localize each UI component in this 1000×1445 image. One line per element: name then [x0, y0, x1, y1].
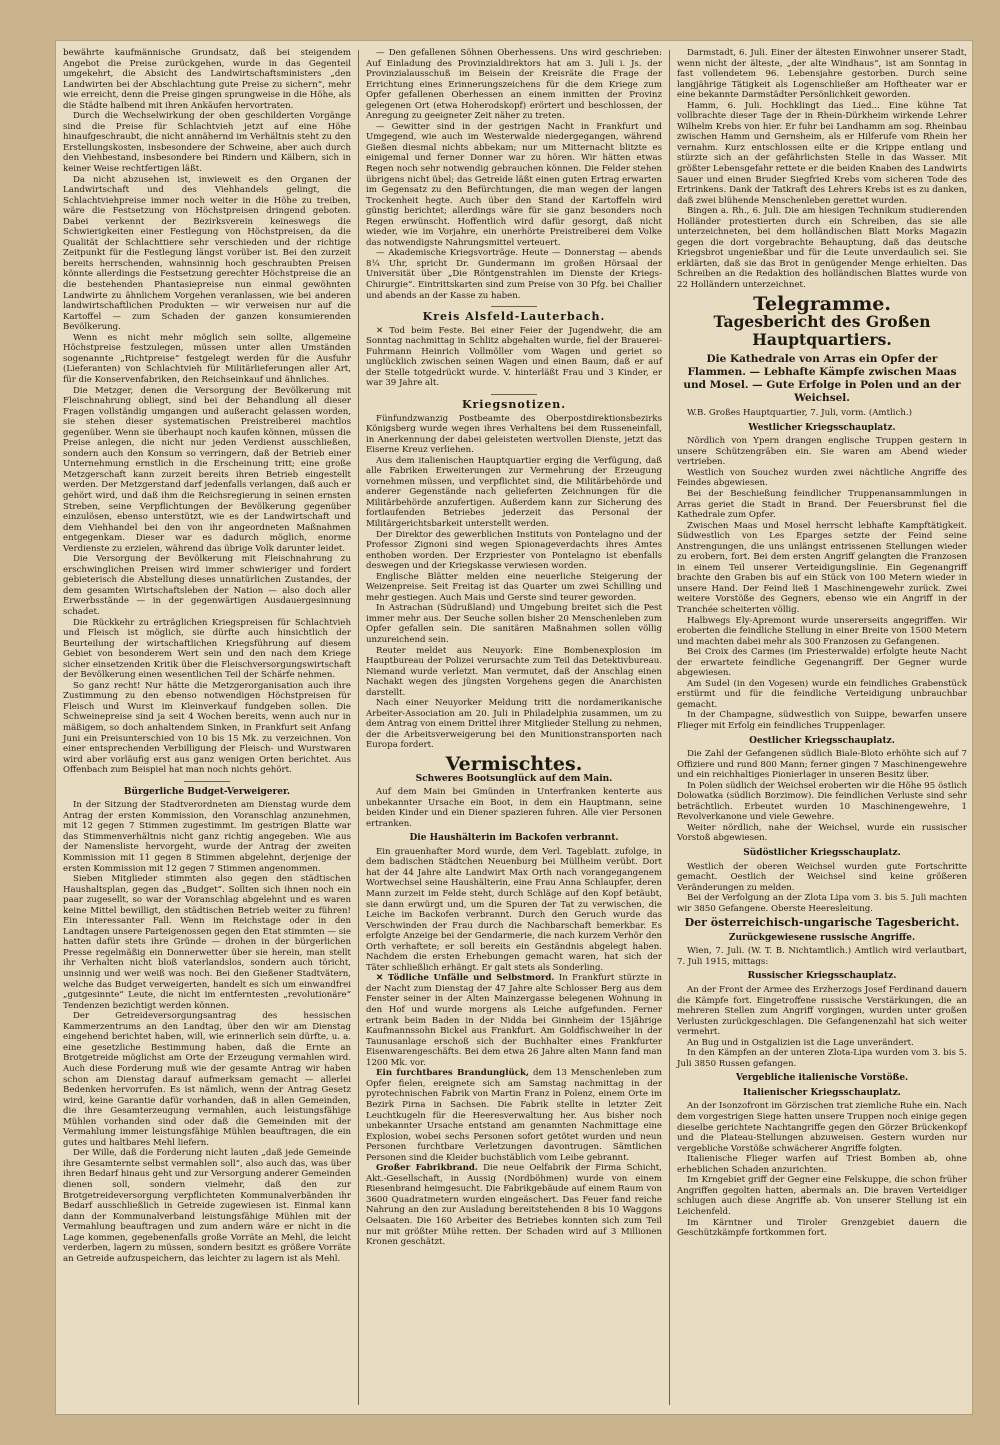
- column-rule: [358, 50, 359, 1405]
- article-paragraph: Bei Croix des Carmes (im Priesterwalde) erfolgte heute Nacht der erwartete feindliche Gegenangriff. Der Gegner wurde abgewiesen.: [677, 647, 967, 679]
- column-rule: [669, 50, 670, 1405]
- article-paragraph: Nördlich von Ypern drangen englische Truppen gestern in unsere Schützengräben ein. Sie waren am Abend wieder vertrieben.: [677, 436, 967, 468]
- article-paragraph: Westlich der oberen Weichsel wurden gute Fortschritte gemacht. Oestlich der Weichsel sind keine größeren Veränderungen zu melden.: [677, 861, 967, 893]
- item-text: Die neue Oelfabrik der Firma Schicht, Akt.-Gesellschaft, in Aussig (Nordböhmen) wurde von einem Riesenbrand heimgesucht. Die Fabrikgebäude auf einem Raum von 3600 Quadratmetern wurden eingeäschert. Das Feuer fand reiche Nahrung an den zur Ausladung bereitstehenden 8 bis 10 Waggons Oelsaaten. Die 160 Arbeiter des Betriebes konnten sich zum Teil nur mit größter Mühe retten. Der Schaden wird auf 3 Millionen Kronen geschätzt.: [366, 1163, 662, 1248]
- article-paragraph: Die Metzger, denen die Versorgung der Bevölkerung mit Fleischnahrung obliegt, sind bei der Behandlung all dieser Fragen vollständig umgangen und außeracht gelassen worden, sie stehen dieser systematischen Preistreiberei machtlos gegenüber. Wenn sie überhaupt noch kaufen können, müssen die Preise anlegen, die nicht nur jeden Verdienst ausschließen, sondern auch den Konsum so verringern, daß der Betrieb einer Unternehmung ernstlich in die Erscheinung tritt; eine große Metzgerschaft kann zurzeit bereits ihren Betrieb eingestellt werden. Der Metzgerstand darf jedenfalls verlangen, daß auch er gehört wird, und daß ihm die Reichsregierung in seinen ernsten Streben, seine Verpflichtungen der Bevölkerung gegenüber einzulösen, ebenso unterstützt, wie es der Landwirtschaft und dem Viehhandel bei den von ihr angeordneten Maßnahmen entgegenkam. Dieser war es dadurch möglich, enorme Verdienste zu erzielen, während das übrige Volk darunter leidet.: [63, 385, 351, 554]
- article-paragraph: Aus dem italienischen Hauptquartier erging die Verfügung, daß alle Fabriken Erweiterungen zur Vermehrung der Erzeugung vornehmen müssen, und verpflichtet sind, die Militärbehörde und anderer Gegenstände nach gelieferten Zeichnungen für die Militärbehörde anzufertigen. Außerdem kann zur Sicherung des fortlaufenden Betriebes jederzeit das Personal der Militärgerichtsbarkeit unterstellt werden.: [366, 455, 662, 529]
- subheadline: Die Kathedrale von Arras ein Opfer der Flammen. — Lebhafte Kämpfe zwischen Maas und Mosel. — Gute Erfolge in Polen und an der Weichsel.: [683, 353, 961, 405]
- article-paragraph: Halbwegs Ely-Apremont wurde unsererseits angegriffen. Wir eroberten die feindliche Stellung in einer Breite von 1500 Metern und machten dabei mehr als 300 Franzosen zu Gefangenen.: [677, 615, 967, 647]
- article-paragraph: Durch die Wechselwirkung der oben geschilderten Vorgänge sind die Preise für Schlachtvieh jetzt auf eine Höhe hinaufgeschraubt, die nicht annähernd im Verhältnis steht zu den Erstellungskosten, insbesondere der Schweine, aber auch durch den Viehbestand, insbesondere bei Rindern und Kälbern, sich in keiner Weise rechtfertigen läßt.: [63, 111, 351, 175]
- article-paragraph: An der Front der Armee des Erzherzogs Josef Ferdinand dauern die Kämpfe fort. Eingetroffene russische Verstärkungen, die an mehreren Stellen zum Angriff vorgingen, wurden unter großen Verlusten zurückgeschlagen. Die Gefangenenzahl hat sich weiter vermehrt.: [677, 985, 967, 1038]
- article-paragraph: An der Isonzofront im Görzischen trat ziemliche Ruhe ein. Nach dem vorgestrigen Siege hatten unsere Truppen noch einige gegen dieselbe gerichtete Nachtangriffe gegen den Görzer Brückenkopf und die Plateau-Stellungen abzuweisen. Gestern wurden nur vergebliche Vorstöße schwächerer Angriffe folgten.: [677, 1101, 967, 1154]
- article-paragraph: [366, 1163, 662, 1247]
- subsection-title: Südöstlicher Kriegsschauplatz.: [743, 848, 901, 858]
- dateline: Wien, 7. Juli. (W. T. B. Nichtamtlich.) Amtlich wird verlautbart, 7. Juli 1915, mittags:: [677, 946, 967, 967]
- subsection-title: Oestlicher Kriegsschauplatz.: [749, 735, 895, 746]
- article-paragraph: Der Wille, daß die Forderung nicht lauten „daß jede Gemeinde ihre Gesamternte selbst vermahlen soll“, also auch das, was über ihren Bedarf hinaus geht und zur Versorgung anderer Gemeinden dienen soll, sondern vielmehr, daß den zur Brotgetreideversorgung verpflichteten Kommunalverbänden ihr Bedarf ausschließlich in Getreide zugewiesen ist. Einmal kann dann der Kommunalverband leistungsfähige Mühlen mit der Vermahlung beauftragen und zum andern wäre er nicht in die Lage kommen, gegebenenfalls große Vorräte an Mehl, die leicht verderben, lagern zu müssen, sondern besitzt es größere Vorräte an Getreide aufzuspeichern, das leichter zu lagern ist als Mehl.: [63, 1148, 351, 1264]
- article-paragraph: Die Versorgung der Bevölkerung mit Fleischnahrung zu erschwinglichen Preisen wird immer schwieriger und fordert gebieterisch die Abstellung dieses unnatürlichen Zustandes, der dem gesamten Wirtschaftsleben der Nation — also doch aller Erwerbsstände — in der gegenwärtigen Ausdauergesinnung schadet.: [63, 554, 351, 617]
- item-text: dem 13 Menschenleben zum Opfer fielen, ereignete sich am Samstag nachmittag in der pyrotechnischen Fabrik von Martin Franz in Polenz, einem Orte im Bezirk Pirna in Sachsen. Die Fabrik stellte in letzter Zeit Leuchtkugeln für die Heeresverwaltung her. Aus bisher noch unbekannter Ursache entstand am genannten Nachmittage eine Explosion, wobei sechs Personen sofort getötet wurden und neun Personen furchtbare Verletzungen davontrugen. Sämtlichen Personen sind die Kleider buchstäblich vom Leibe gebrannt.: [366, 1068, 662, 1163]
- subsection-title: Italienischer Kriegsschauplatz.: [743, 1087, 901, 1098]
- column-3: [677, 48, 967, 1239]
- headline: Tagesbericht des Großen Hauptquartiers.: [713, 312, 931, 350]
- article-paragraph: ✕ Tod beim Feste. Bei einer Feier der Jugendwehr, die am Sonntag nachmittag in Schlitz abgehalten wurde, fiel der Brauerei-Fuhrmann Heinrich Vollmöller vom Wagen und geriet so unglücklich zwischen seinen Wagen und einen Baum, daß er auf der Stelle totgedrückt wurde. V. hinterläßt Frau und 3 Kinder, er war 39 Jahre alt.: [366, 325, 662, 389]
- article-paragraph: In der Sitzung der Stadtverordneten am Dienstag wurde dem Antrag der ersten Kommission, den Voranschlag anzunehmen, mit 12 gegen 7 Stimmen zugestimmt. Im gestrigen Blatte war das Stimmenverhältnis nicht ganz richtig angegeben. Wie aus der Namensliste hervorgeht, wurde der Antrag der zweiten Kommission mit 11 gegen 8 Stimmen abgelehnt, derjenige der ersten Kommission mit 12 gegen 7 Stimmen angenommen.: [63, 800, 351, 874]
- article-paragraph: Reuter meldet aus Neuyork: Eine Bombenexplosion im Hauptbureau der Polizei verursachte zum Teil das Detektivbureau. Niemand wurde verletzt. Man vermutet, daß der Anschlag einen Nachakt wegen des jüngsten Vorgehens gegen die Anarchisten darstellt.: [366, 645, 662, 698]
- article-paragraph: Im Kärntner und Tiroler Grenzgebiet dauern die Geschützkämpfe fortkommen fort.: [677, 1217, 967, 1239]
- article-paragraph: In Polen südlich der Weichsel eroberten wir die Höhe 95 östlich Dolowatka (südlich Borzimow). Die feindlichen Verluste sind sehr beträchtlich. Erbeutet wurden 10 Maschinengewehre, 1 Revolverkanone und viele Gewehre.: [677, 780, 967, 823]
- item-title: Großer Fabrikbrand.: [376, 1163, 478, 1174]
- article-paragraph: Bei der Beschießung feindlicher Truppenansammlungen in Arras geriet die Stadt in Brand. Der Feuersbrunst fiel die Kathedrale zum Opfer.: [677, 488, 967, 521]
- article-paragraph: Westlich von Souchez wurden zwei nächtliche Angriffe des Feindes abgewiesen.: [677, 467, 967, 489]
- subsection-title: Zurückgewiesene russische Angriffe.: [728, 932, 916, 943]
- article-paragraph: [366, 973, 662, 1068]
- article-paragraph: Ein grauenhafter Mord wurde, dem Verl. Tageblatt. zufolge, in dem badischen Städtchen Neuenburg bei Müllheim verübt. Dort hat der 44 Jahre alte Landwirt Max Orth nach vorangegangenem Wortwechsel seine Haushälterin, eine Frau Anna Schlaupfer, deren Mann zurzeit im Felde steht, durch Schläge auf den Kopf betäubt, sie dann erwürgt und, um die Spuren der Tat zu verwischen, die Leiche im Backofen verbrannt. Durch den Geruch wurde das Verschwinden der Frau durch die Nachbarschaft bemerkbar. Es erfolgte Anzeige bei der Gendarmerie, die nach kurzem Verhör den Orth verhaftete; er soll bereits ein Geständnis abgelegt haben. Nachdem die ersten Erhebungen gemacht waren, hat sich der Täter schließlich erhängt. Er galt stets als Sonderling.: [366, 846, 662, 973]
- article-paragraph: [366, 1068, 662, 1163]
- article-paragraph: Da nicht abzusehen ist, inwieweit es den Organen der Landwirtschaft und des Viehhandels gelingt, die Schlachtviehpreise immer noch weiter in die Höhe zu treiben, wäre die Festsetzung von Höchstpreisen dringend geboten. Dabei verkennt der Bezirksverein keineswegs die Schwierigkeiten einer Festlegung von Höchstpreisen, da die Qualität der Schlachttiere sehr verschieden und der richtige Zeitpunkt für die Festlegung längst vorüber ist. Bei den zurzeit bereits herrschenden, wahnsinnig hoch geschraubten Preisen könnte allerdings die Festsetzung gerechter Höchstpreise die an die bestehenden Phantasiepreise nun einmal gewöhnten Landwirte zu ähnlichem Vorgehen veranlassen, wie bei anderen landwirtschaftlichen Produkten — wir verweisen nur auf die Kartoffel — zum Schaden der ganzen konsumierenden Bevölkerung.: [63, 174, 351, 333]
- item-text: In Frankfurt stürzte in der Nacht zum Dienstag der 47 Jahre alte Schlosser Berg aus dem Fenster seiner in der Alten Mainzergasse belegenen Wohnung in den Hof und wurde morgens als Leiche aufgefunden. Ferner ertrank beim Baden in der Nidda bei Ginnheim der 15jährige Kaufmannssohn Bickel aus Frankfurt. Am Goldfischweiher in der Taunusanlage erschoß sich der Buchhalter eines Frankfurter Eisenwarengeschäfts. Bei dem etwa 26 Jahre alten Mann fand man 1200 Mk. vor.: [366, 973, 662, 1068]
- divider: [491, 394, 537, 395]
- article-paragraph: Auf dem Main bei Gmünden in Unterfranken kenterte aus unbekannter Ursache ein Boot, in dem ein Hauptmann, seine beiden Kinder und ein Diener spazieren fuhren. Alle vier Personen ertranken.: [366, 787, 662, 829]
- subsection-title: Westlicher Kriegsschauplatz.: [748, 422, 896, 433]
- article-paragraph: In der Champagne, südwestlich von Suippe, bewarfen unsere Flieger mit Erfolg ein feindliches Truppenlager.: [677, 710, 967, 731]
- article-paragraph: So ganz recht! Nur hätte die Metzgerorganisation auch ihre Zustimmung zu den ebenso notwendigen Höchstpreisen für Fleisch und Wurst im Kleinverkauf fundgeben sollen. Die Schweinepreise sind ja seit 4 Wochen bereits, wenn auch nur in mäßigem, so doch anhaltendem Sinken, in Frankfurt seit Anfang Juni ein Preisunterschied von 10 bis 15 Mk. zu verzeichnen. Von einer entsprechenden Verbilligung der Fleisch- und Wurstwaren wird aber vorläufig erst aus ganz wenigen Orten berichtet. Aus Offenbach zum Beispiel hat man noch nichts gehört.: [63, 680, 351, 776]
- section-title: Kriegsnotizen.: [461, 397, 567, 411]
- article-paragraph: In Astrachan (Südrußland) und Umgebung breitet sich die Pest immer mehr aus. Der Seuche sollen bisher 20 Menschenleben zum Opfer gefallen sein. Die sanitären Maßnahmen sollen völlig unzureichend sein.: [366, 603, 662, 645]
- article-paragraph: Englische Blätter melden eine neuerliche Steigerung der Weizenpreise. Seit Freitag ist das Quarter um zwei Schilling und mehr gestiegen. Auch Mais und Gerste sind teurer geworden.: [366, 571, 662, 603]
- article-paragraph: bewährte kaufmännische Grundsatz, daß bei steigendem Angebot die Preise zurückgehen, wurde in das Gegenteil umgekehrt, die Absicht des Landwirtschaftsministers „den Landwirten bei der Abschlachtung gute Preise zu sichern“, mehr wie erreicht, denn die Preise gingen sprungweise in die Höhe, als die Städte halbend mit ihren Ankäufen hervortraten.: [63, 48, 351, 111]
- section-title: Telegramme.: [753, 292, 891, 315]
- article-paragraph: Bingen a. Rh., 6. Juli. Die am hiesigen Technikum studierenden Holländer protestierten durch ein Schreiben, das sie alle unterzeichneten, bei dem holländischen Blatt Morks Magazin gegen die dort vorgebrachte Behauptung, daß das deutsche Kriegsbrot ungenießbar und für die Leute unverdaulich sei. Sie erklärten, daß sie das Brot in genügender Menge erhielten. Das Schreiben an die Redaktion des holländischen Blattes wurde von 22 Holländern unterzeichnet.: [677, 206, 967, 291]
- article-paragraph: — Den gefallenen Söhnen Oberhessens. Uns wird geschrieben: Auf Einladung des Provinzialdirektors hat am 3. Juli i. Js. der Provinzialausschuß im Beisein der Kreisräte die Frage der Errichtung eines Erinnerungszeichens für die dem Kriege zum Opfer gefallenen Oberhessen an einem inmitten der Provinz gelegenen Ort (etwa Hoherodskopf) erörtert und beschlossen, der Anregung zu geeigneter Zeit näher zu treten.: [366, 48, 662, 122]
- column-1: [63, 48, 351, 1264]
- article-paragraph: Wenn es nicht mehr möglich sein sollte, allgemeine Höchstpreise festzulegen, müssen unter allen Umständen sogenannte „Richtpreise“ festgelegt werden für die Ausfuhr (Lieferanten) von Schlachtvieh für Militärlieferungen aller Art, für die Konservenfabriken, den Reichseinkauf und ähnliches.: [63, 332, 351, 385]
- divider: [491, 306, 537, 307]
- divider: [184, 781, 230, 782]
- section-title: Der österreichisch-ungarische Tagesbericht.: [684, 916, 960, 930]
- section-title: Bürgerliche Budget-Verweigerer.: [123, 786, 291, 797]
- article-paragraph: Der Getreideversorgungsantrag des hessischen Kammerzentrums an den Landtag, über den wir am Dienstag eingehend berichtet haben, will, wie erinnerlich sein dürfte, u. a. eine gesetzliche Bestimmung haben, daß die Ernte an Brotgetreide möglichst am Orte der Erzeugung vermahlen wird. Auch diese Forderung muß wie der gesamte Antrag wir haben schon am Dienstag darauf aufmerksam gemacht — allerlei Bedenken hervorrufen. Es ist nämlich, wenn der Antrag Gesetz wird, keine Garantie dafür vorhanden, daß in allen Gemeinden, die ihre Gesamterzeugung vermahlen, auch leistungsfähige Mühlen vorhanden sind oder daß die Gemeinden mit der Vermahlung immer leistungsfähige Mühlen beauftragen, die ein gutes und haltbares Mehl liefern.: [63, 1011, 351, 1148]
- item-title: Die Haushälterin im Backofen verbrannt.: [409, 833, 619, 844]
- column-2: [366, 48, 662, 1248]
- article-paragraph: Zwischen Maas und Mosel herrscht lebhafte Kampftätigkeit. Südwestlich von Les Eparges setzte der Feind seine Anstrengungen, die uns unlängst entrissenen Stellungen wieder zu erobern, fort. Bei dem ersten Angriff gelangten die Franzosen in einem Teil unserer Verteidigungslinie. Ein Gegenangriff brachte den Graben bis auf ein Stück von 100 Metern wieder in unsere Hand. Der Feind ließ 1 Maschinengewehr zurück. Zwei weitere Vorstöße des Gegners, ebenso wie ein Angriff in der Tranchée scheiterten völlig.: [677, 520, 967, 615]
- article-paragraph: In den Kämpfen an der unteren Zlota-Lipa wurden vom 3. bis 5. Juli 3850 Russen gefangen.: [677, 1048, 967, 1069]
- article-paragraph: Fünfundzwanzig Postbeamte des Oberpostdirektionsbezirks Königsberg wurde wegen ihres Verhaltens bei dem Russeneinfall, in Anerkennung der dabei geleisteten wertvollen Dienste, jetzt das Eiserne Kreuz verliehen.: [366, 413, 662, 456]
- article-paragraph: Die Zahl der Gefangenen südlich Biale-Bloto erhöhte sich auf 7 Offiziere und rund 800 Mann; ferner gingen 7 Maschinengewehre und ein reichhaltiges Pionierlager in unseren Besitz über.: [677, 749, 967, 781]
- article-paragraph: Am Sudel (in den Vogesen) wurde ein feindliches Grabenstück erstürmt und für die feindliche Verteidigung unbrauchbar gemacht.: [677, 678, 967, 710]
- newspaper-page: [55, 40, 973, 1415]
- article-paragraph: — Gewitter sind in der gestrigen Nacht in Frankfurt und Umgegend, wie auch im Westerwalde niedergegangen, während Gießen diesmal nichts abbekam; nur um Mitternacht blitzte es einigemal und ferner Donner war zu hören. Wir hätten etwas Regen noch sehr notwendig gebrauchen können. Die Felder stehen übrigens nicht übel; das Getreide läßt einen guten Ertrag erwarten im Gegensatz zu den Befürchtungen, die man wegen der langen Trockenheit hegte. Auch über den Stand der Kartoffeln wird günstig berichtet; allerdings wäre für sie ganz besonders noch Regen erwünscht. Hoffentlich wird dafür gesorgt, daß nicht wieder, wie im Vorjahre, ein unerhörte Preistreiberei dem Volke das notwendigste Nahrungsmittel verteuert.: [366, 121, 662, 248]
- subsection-title: Russischer Kriegsschauplatz.: [747, 971, 897, 982]
- article-paragraph: — Akademische Kriegsvorträge. Heute — Donnerstag — abends 8¼ Uhr, spricht Dr. Gundermann im großen Hörsaal der Universität über „Die Röntgenstrahlen im Dienste der Kriegs-Chirurgie“. Eintrittskarten sind zum Preise von 30 Pfg. bei Challier und abends an der Kasse zu haben.: [366, 248, 662, 301]
- article-paragraph: Bei der Verfolgung an der Zlota Lipa vom 3. bis 5. Juli machten wir 3850 Gefangene. Oberste Heeresleitung.: [677, 893, 967, 914]
- item-title: Ein furchtbares Brandunglück,: [376, 1068, 529, 1079]
- item-title: ✕ Tödliche Unfälle und Selbstmord.: [376, 973, 555, 984]
- article-paragraph: Hamm, 6. Juli. Hochklingt das Lied... Eine kühne Tat vollbrachte dieser Tage der in Rhein-Dürkheim wirkende Lehrer Wilhelm Krebs von hier. Er fuhr bei Landhamm am sog. Rheinbau zwischen Hamm und Gernsheim, als er Hilferufe vom Rhein her vernahm. Kurz entschlossen eilte er die Krippe entlang und stürzte sich an der gefährlichsten Stelle in das Wasser. Mit größter Lebensgefahr rettete er die beiden Knaben des Landwirts Sauer und einen Bruder Siegfried Krebs vom sicheren Tode des Ertrinkens. Dank der Tatkraft des Lehrers Krebs ist es zu danken, daß zwei blühende Menschenleben gerettet wurden.: [677, 100, 967, 206]
- article-paragraph: An Bug und in Ostgalizien ist die Lage unverändert.: [687, 1037, 914, 1048]
- dateline: W.B. Großes Hauptquartier, 7. Juli, vorm. (Amtlich.): [687, 408, 912, 419]
- article-paragraph: Sieben Mitglieder stimmten also gegen den städtischen Haushaltsplan, gegen das „Budget“. Sollten sich ihnen noch ein paar zugesellt, so war der Voranschlag abgelehnt und es waren keine Mittel bewilligt, den städtischen Betrieb weiter zu führen! Ein interessanter Fall. Wenn im Reichstage oder in den Landtagen unsere Parteigenossen gegen den Etat stimmten — sie hatten dafür stets ihre Gründe — drohen in der bürgerlichen Presse regelmäßig ein Donnerwetter über sie herein, man stellt ihr Verhalten nicht bloß vaterlandslos, sondern auch töricht, unsinnig und wer weiß was noch. Bei den Gießener Stadtvätern, welche das Budget verweigerten, handelt es sich um einwandfrei „gutgesinnte“ Leute, die nicht im entferntesten „revolutionäre“ Tendenzen bezichtigt werden können.: [63, 874, 351, 1011]
- article-paragraph: Der Direktor des gewerblichen Instituts von Pontelagno und der Professor Zignoni sind wegen Spionageverdachts ihres Amtes enthoben worden. Der Erzpriester von Pontelagno ist ebenfalls deswegen und der Kriegskasse verwiesen worden.: [366, 529, 662, 572]
- article-paragraph: Nach einer Neuyorker Meldung tritt die nordamerikanische Arbeiter-Association am 20. Juli in Philadelphia zusammen, um zu dem Antrag von einem Drittel ihrer Mitglieder Stellung zu nehmen, der die Arbeitsverweigerung bei den Munitionstransporten nach Europa fordert.: [366, 698, 662, 751]
- article-paragraph: Die Rückkehr zu erträglichen Kriegspreisen für Schlachtvieh und Fleisch ist möglich, sie dürfte auch hinsichtlich der Beurteilung der wirtschaftlichen Kriegsführung auf diesem Gebiet von besonderem Wert sein und den nach dem Kriege sicher einsetzenden Kritik über die Fleischversorgungswirtschaft der Bevölkerung einen wesentlichen Teil der Schärfe nehmen.: [63, 617, 351, 681]
- section-title: Vermischtes.: [445, 753, 583, 775]
- article-paragraph: Darmstadt, 6. Juli. Einer der ältesten Einwohner unserer Stadt, wenn nicht der älteste, „der alte Windhaus“, ist am Sonntag in fast vollendetem 96. Lebensjahre gestorben. Durch seine langjährige Tätigkeit als Logenschließer am Hoftheater war er eine bekannte Darmstädter Persönlichkeit geworden.: [677, 48, 967, 101]
- item-title: Schweres Bootsunglück auf dem Main.: [415, 773, 613, 784]
- article-paragraph: Italienische Flieger warfen auf Triest Bomben ab, ohne erheblichen Schaden anzurichten.: [677, 1154, 967, 1175]
- article-paragraph: Im Krngebiet griff der Gegner eine Felskuppe, die schon früher Angriffen gegolten hatten, abermals an. Die braven Verteidiger schlugen auch diese Angriffe ab. Von unserer Stellung ist ein Leichenfeld.: [677, 1175, 967, 1217]
- section-title: Kreis Alsfeld-Lauterbach.: [422, 310, 606, 324]
- article-paragraph: Weiter nördlich, nahe der Weichsel, wurde ein russischer Vorstoß abgewiesen.: [677, 822, 967, 844]
- subsection-title: Vergebliche italienische Vorstöße.: [735, 1073, 909, 1084]
